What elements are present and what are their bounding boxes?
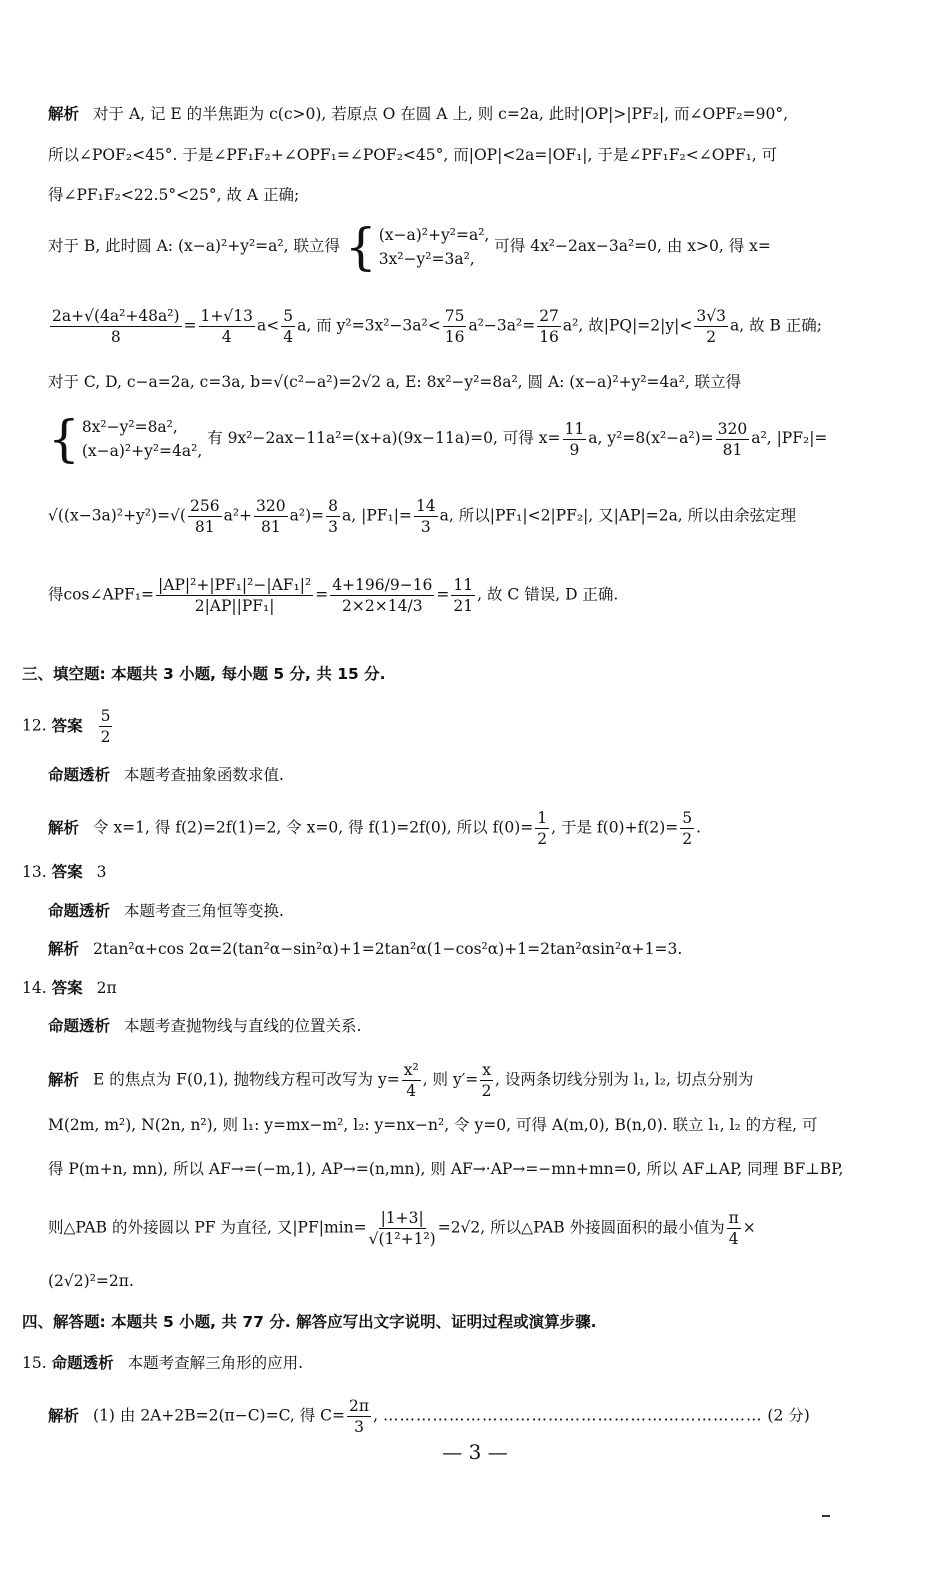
q12-answer: 12. 答案 $\frac{5}{2}$ bbox=[22, 707, 111, 746]
equation-system: { 8x²−y²=8a², (x−a)²+y²=4a², bbox=[48, 410, 203, 468]
q11-line-6: 对于 C, D, c−a=2a, c=3a, b=√(c²−a²)=2√2 a, E: 8x²−y²=8a², 圆 A: (x−a)²+y²=4a², 联立得 bbox=[48, 373, 742, 391]
section-4-heading: 四、解答题: 本题共 5 小题, 共 77 分. 解答应写出文字说明、证明过程或演算步骤. bbox=[22, 1313, 597, 1331]
fraction: $\frac{1+√13}{4}$ bbox=[200, 307, 253, 346]
fraction: $\frac{\pi}{4}$ bbox=[728, 1209, 739, 1248]
fraction: $\frac{256}{81}$ bbox=[189, 497, 220, 536]
fraction: $\frac{1}{2}$ bbox=[537, 809, 548, 848]
scan-mark bbox=[822, 1515, 830, 1517]
fraction: $\frac{5}{4}$ bbox=[283, 307, 294, 346]
q14-answer: 14. 答案 2π bbox=[22, 979, 117, 997]
jiexi-label: 解析 bbox=[48, 105, 80, 123]
fraction: $\frac{8}{3}$ bbox=[328, 497, 338, 536]
q11-line-1: 解析 对于 A, 记 E 的半焦距为 c(c>0), 若原点 O 在圆 A 上, 则 c=2a, 此时|OP|>|PF₂|, 而∠OPF₂=90°, bbox=[48, 105, 789, 123]
dot-leader: …………………………………………………………… bbox=[382, 1406, 763, 1425]
fraction: $\frac{5}{2}$ bbox=[682, 809, 693, 848]
q15-jiexi: 解析 (1) 由 2A+2B=2(π−C)=C, 得 C= $\frac{2\pi}{3}$ , …………………………………………………………… (2 分) bbox=[48, 1397, 810, 1436]
score: (2 分) bbox=[767, 1406, 810, 1425]
q14-jiexi-2: M(2m, m²), N(2n, n²), 则 l₁: y=mx−m², l₂: y=nx−n², 令 y=0, 可得 A(m,0), B(n,0). 联立 l₁, l₂ 的方程, 可 bbox=[48, 1116, 818, 1134]
q13-touxi: 命题透析 本题考查三角恒等变换. bbox=[48, 902, 284, 920]
q11-line-5: $\frac{\text{2a+√(4a²+48a²)}}{8}$ = $\frac{1+√13}{4}$ a< $\frac{5}{4}$ a, 而 y²=3x²−3a²< $\frac{75}{16}$ a²−3a²= $\frac{27}{16}$ a², 故|PQ|=2|y|< $\frac{3√3}{2}$ a, 故 B 正确; bbox=[52, 307, 823, 346]
fraction: $\frac{5}{2}$ bbox=[100, 707, 111, 746]
q11-line-4: 对于 B, 此时圆 A: (x−a)²+y²=a², 联立得 { (x−a)²+y²=a², 3x²−y²=3a², 可得 4x²−2ax−3a²=0, 由 x>0, 得 x= bbox=[48, 218, 771, 276]
q11-line-7: { 8x²−y²=8a², (x−a)²+y²=4a², 有 9x²−2ax−11a²=(x+a)(9x−11a)=0, 可得 x= $\frac{11}{9}$ a, y²=8(x²−a²)= $\frac{320}{81}$ a², |PF₂|= bbox=[48, 410, 828, 468]
fraction: $\frac{11}{9}$ bbox=[564, 419, 585, 459]
q11-line-2: 所以∠POF₂<45°. 于是∠PF₁F₂+∠OPF₁=∠POF₂<45°, 而|OP|<2a=|OF₁|, 于是∠PF₁F₂<∠OPF₁, 可 bbox=[48, 146, 778, 164]
fraction: $\frac{3√3}{2}$ bbox=[696, 307, 726, 346]
q11-line-3: 得∠PF₁F₂<22.5°<25°, 故 A 正确; bbox=[48, 186, 300, 204]
fraction: $\frac{11}{21}$ bbox=[453, 576, 474, 615]
q15-touxi: 15. 命题透析 本题考查解三角形的应用. bbox=[22, 1354, 304, 1372]
q14-jiexi-5: (2√2)²=2π. bbox=[48, 1272, 134, 1290]
fraction: $\frac{x}{2}$ bbox=[481, 1061, 492, 1100]
page-number: — 3 — bbox=[442, 1440, 508, 1464]
q14-jiexi-4: 则△PAB 的外接圆以 PF 为直径, 又|PF|min= $\frac{|1+3|}{\text{√(1²+1²)}}$ =2√2, 所以△PAB 外接圆面积的最小值为 $\frac{\pi}{4}$ × bbox=[48, 1209, 756, 1248]
fraction: $\frac{\text{x²}}{4}$ bbox=[403, 1061, 419, 1100]
q13-jiexi: 解析 2tan²α+cos 2α=2(tan²α−sin²α)+1=2tan²α(1−cos²α)+1=2tan²αsin²α+1=3. bbox=[48, 940, 683, 958]
q12-jiexi: 解析 令 x=1, 得 f(2)=2f(1)=2, 令 x=0, 得 f(1)=2f(0), 所以 f(0)= $\frac{1}{2}$ , 于是 f(0)+f(2)= $\frac{5}{2}$ . bbox=[48, 809, 702, 848]
q13-answer: 13. 答案 3 bbox=[22, 863, 107, 881]
fraction: $\frac{\text{2a+√(4a²+48a²)}}{8}$ bbox=[52, 307, 180, 346]
fraction: $\frac{320}{81}$ bbox=[256, 497, 286, 536]
fraction: $\frac{2\pi}{3}$ bbox=[349, 1397, 370, 1436]
q11-line-8: √((x−3a)²+y²)=√( $\frac{256}{81}$ a²+ $\frac{320}{81}$ a²)= $\frac{8}{3}$ a, |PF₁|= $\frac{14}{3}$ a, 所以|PF₁|<2|PF₂|, 又|AP|=2a, 所以由余弦定理 bbox=[48, 497, 797, 536]
fraction: $\frac{14}{3}$ bbox=[415, 497, 436, 536]
q14-touxi: 命题透析 本题考查抛物线与直线的位置关系. bbox=[48, 1017, 362, 1035]
q14-jiexi-1: 解析 E 的焦点为 F(0,1), 抛物线方程可改写为 y= $\frac{\text{x²}}{4}$ , 则 y′= $\frac{x}{2}$ , 设两条切线分别为 l₁, l₂, 切点分别为 bbox=[48, 1061, 754, 1100]
fraction: $\frac{\text{|AP|²+|PF₁|²−|AF₁|²}}{\text{2|AP||PF₁|}}$ bbox=[158, 576, 312, 615]
equation-system: { (x−a)²+y²=a², 3x²−y²=3a², bbox=[344, 218, 490, 276]
q14-jiexi-3: 得 P(m+n, mn), 所以 AF→=(−m,1), AP→=(n,mn), 则 AF→·AP→=−mn+mn=0, 所以 AF⊥AP, 同理 BF⊥BP, bbox=[48, 1160, 844, 1178]
fraction: $\frac{27}{16}$ bbox=[539, 307, 559, 346]
section-3-heading: 三、填空题: 本题共 3 小题, 每小题 5 分, 共 15 分. bbox=[22, 665, 386, 683]
fraction: $\frac{320}{81}$ bbox=[717, 419, 748, 459]
fraction: $\frac{|1+3|}{\text{√(1²+1²)}}$ bbox=[368, 1209, 436, 1248]
q11-line-9: 得cos∠APF₁= $\frac{\text{|AP|²+|PF₁|²−|AF₁|²}}{\text{2|AP||PF₁|}}$ = $\frac{4+196/9-16}{2\times 2\times 14/3}$ = $\frac{11}{21}$ , 故 C 错误, D 正确. bbox=[48, 576, 619, 615]
fraction: $\frac{4+196/9-16}{2\times 2\times 14/3}$ bbox=[332, 576, 433, 615]
fraction: $\frac{75}{16}$ bbox=[444, 307, 465, 346]
q12-touxi: 命题透析 本题考查抽象函数求值. bbox=[48, 766, 284, 784]
